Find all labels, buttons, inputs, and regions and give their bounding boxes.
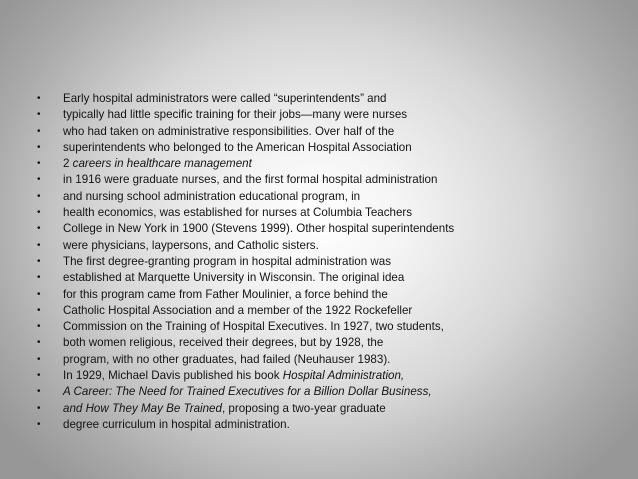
bullet-item [37, 221, 617, 237]
bullet-text [63, 172, 437, 188]
bullet-text [63, 254, 391, 270]
bullet-item [37, 107, 617, 123]
bullet-item [37, 335, 617, 351]
bullet-text [63, 221, 454, 237]
bullet-list [37, 91, 617, 433]
italic-text-segment: and How They May Be Trained [63, 401, 222, 415]
bullet-text [63, 189, 360, 205]
bullet-dot: • [37, 109, 41, 121]
bullet-dot: • [37, 353, 41, 365]
bullet-dot: • [37, 386, 41, 398]
bullet-text [63, 107, 407, 123]
bullet-text [63, 319, 444, 335]
text-segment: typically had little specific training for their jobs—many were nurses [63, 108, 408, 122]
bullet-item [37, 319, 617, 335]
text-segment: were physicians, laypersons, and Catholic sisters. [63, 238, 319, 252]
bullet-dot: • [37, 158, 41, 170]
bullet-item [37, 303, 617, 319]
bullet-item [37, 352, 617, 368]
bullet-item [37, 189, 617, 205]
bullet-item [37, 368, 617, 384]
italic-text-segment: A Career: The Need for Trained Executives for a Billion Dollar Business, [63, 385, 432, 399]
bullet-dot: • [37, 93, 41, 104]
italic-text-segment: Hospital Administration, [282, 369, 405, 383]
text-segment: Catholic Hospital Association and a member of the 1922 Rockefeller [63, 303, 413, 317]
bullet-dot: • [37, 321, 41, 333]
bullet-item [37, 401, 617, 417]
bullet-dot: • [37, 418, 41, 430]
bullet-item [37, 417, 617, 433]
bullet-item [37, 172, 617, 188]
bullet-item [37, 140, 617, 156]
bullet-dot: • [37, 174, 41, 186]
text-segment: superintendents who belonged to the American Hospital Association [63, 140, 412, 154]
bullet-dot: • [37, 255, 41, 267]
text-segment: program, with no other graduates, had failed (Neuhauser 1983). [63, 352, 391, 366]
bullet-text [63, 417, 290, 433]
text-segment: both women religious, received their degrees, but by 1928, the [63, 336, 384, 350]
text-segment: Commission on the Training of Hospital Executives. In 1927, two students, [63, 320, 444, 334]
bullet-item [37, 205, 617, 221]
bullet-text [63, 140, 412, 156]
bullet-dot: • [37, 223, 41, 235]
bullet-item [37, 254, 617, 270]
text-segment: established at Marquette University in Wisconsin. The original idea [63, 271, 405, 285]
bullet-item [37, 238, 617, 254]
bullet-dot: • [37, 190, 41, 202]
bullet-text [63, 287, 388, 303]
text-segment: in 1916 were graduate nurses, and the first formal hospital administration [63, 173, 438, 187]
bullet-item [37, 384, 617, 400]
italic-text-segment: careers in healthcare management [72, 157, 252, 171]
bullet-dot: • [37, 288, 41, 300]
text-segment: The first degree-granting program in hospital administration was [63, 254, 392, 268]
bullet-text [63, 368, 404, 384]
bullet-item [37, 287, 617, 303]
text-segment: degree curriculum in hospital administration. [63, 417, 290, 431]
bullet-text [63, 238, 319, 254]
bullet-dot: • [37, 239, 41, 251]
bullet-dot: • [37, 370, 41, 382]
bullet-text [63, 352, 390, 368]
bullet-text [63, 303, 412, 319]
bullet-text [63, 91, 387, 107]
bullet-dot: • [37, 141, 41, 153]
text-segment: for this program came from Father Moulinier, a force behind the [63, 287, 388, 301]
text-segment: and nursing school administration educational program, in [63, 189, 361, 203]
bullet-text [63, 124, 394, 140]
bullet-item [37, 91, 617, 107]
bullet-dot: • [37, 304, 41, 316]
bullet-item [37, 156, 617, 172]
text-segment: who had taken on administrative responsibilities. Over half of the [63, 124, 395, 138]
bullet-text [63, 156, 252, 172]
text-segment: In 1929, Michael Davis published his book [63, 369, 283, 383]
bullet-text [63, 401, 386, 417]
text-segment: , proposing a two-year graduate [221, 401, 386, 415]
bullet-dot: • [37, 337, 41, 349]
bullet-dot: • [37, 402, 41, 414]
text-segment: Early hospital administrators were called “superintendents” and [63, 92, 387, 105]
bullet-text [63, 384, 432, 400]
bullet-dot: • [37, 272, 41, 284]
bullet-text [63, 270, 404, 286]
text-segment: 2 [63, 157, 73, 171]
bullet-dot: • [37, 125, 41, 137]
bullet-text [63, 205, 412, 221]
bullet-text [63, 335, 383, 351]
bullet-dot: • [37, 207, 41, 219]
text-segment: College in New York in 1900 (Stevens 1999). Other hospital superintendents [63, 222, 455, 236]
text-segment: health economics, was established for nurses at Columbia Teachers [63, 206, 413, 220]
bullet-item [37, 270, 617, 286]
bullet-item [37, 124, 617, 140]
